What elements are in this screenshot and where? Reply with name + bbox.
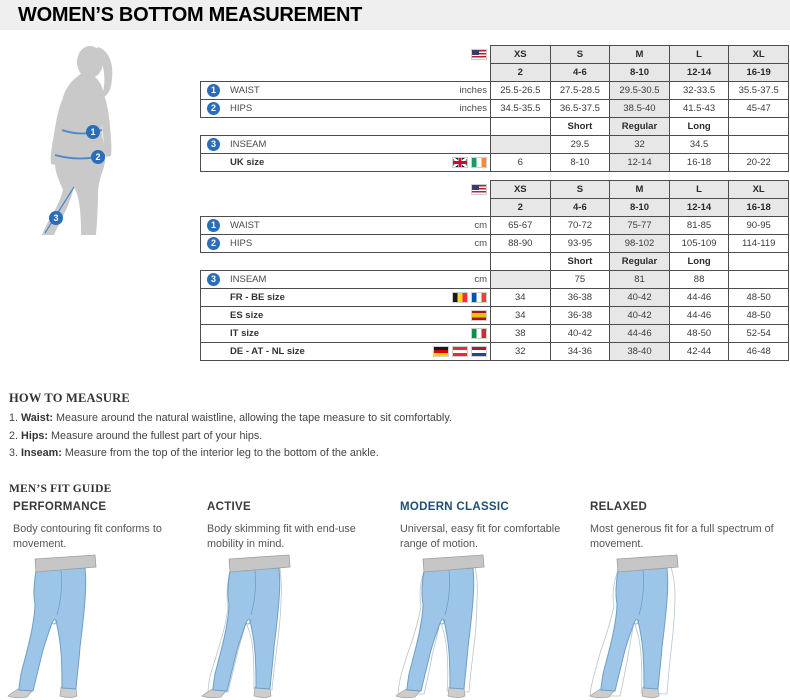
- size-table-row: [201, 289, 789, 307]
- size-cell: 6: [491, 154, 551, 172]
- size-cell: 40-42: [610, 307, 670, 325]
- row-label: ES size: [230, 310, 264, 321]
- row-spacer-cell: [201, 46, 491, 64]
- fit-label: PERFORMANCE: [13, 501, 107, 513]
- size-cell: 32-33.5: [669, 82, 729, 100]
- size-cell: 35.5-37.5: [729, 82, 789, 100]
- row-label-cell: [201, 271, 491, 289]
- unit-label: cm: [474, 238, 487, 249]
- size-cell: 70-72: [550, 217, 610, 235]
- unit-label: inches: [459, 85, 487, 96]
- fr-flag-icon: [471, 292, 487, 303]
- size-cell: [491, 136, 551, 154]
- size-cell: XS: [491, 181, 551, 199]
- size-table-row: [201, 100, 789, 118]
- size-table-row: [201, 46, 789, 64]
- waist-point-number: 1: [90, 127, 96, 137]
- fit-description: Body contouring fit conforms to movement.: [13, 523, 162, 550]
- size-cell: Regular: [610, 253, 670, 271]
- size-cell: 105-109: [669, 235, 729, 253]
- row-label-cell: [201, 343, 491, 361]
- fit-illustration-modern-classic: [393, 552, 508, 699]
- unit-label: cm: [474, 274, 487, 285]
- item-text: Measure around the natural waistline, allowing the tape measure to sit comfortably.: [56, 412, 452, 424]
- size-cell: 4-6: [550, 199, 610, 217]
- row-label-cell: [201, 100, 491, 118]
- size-cell: [729, 271, 789, 289]
- size-table-row: [201, 217, 789, 235]
- size-cell: S: [550, 181, 610, 199]
- row-label: IT size: [230, 328, 260, 339]
- size-cell: 48-50: [729, 289, 789, 307]
- size-cell: 29.5: [550, 136, 610, 154]
- how-to-measure-section: [9, 391, 609, 466]
- size-cell: 34.5-35.5: [491, 100, 551, 118]
- item-number: 3.: [9, 447, 19, 459]
- size-cell: [491, 253, 551, 271]
- size-table-row: [201, 154, 789, 172]
- size-cell: [729, 253, 789, 271]
- size-cell: 98-102: [610, 235, 670, 253]
- size-cell: 90-95: [729, 217, 789, 235]
- us-flag-icon: [471, 184, 487, 195]
- es-flag-icon: [471, 310, 487, 321]
- measure-point-badge: 1: [207, 219, 220, 232]
- size-table-row: [201, 343, 789, 361]
- size-cell: XL: [729, 181, 789, 199]
- row-label: HIPS: [230, 238, 253, 249]
- size-cell: 38-40: [610, 343, 670, 361]
- fit-column-active: [207, 501, 391, 551]
- row-spacer-cell: [201, 118, 491, 136]
- it-flag-icon: [471, 328, 487, 339]
- size-cell: 34.5: [669, 136, 729, 154]
- size-cell: 29.5-30.5: [610, 82, 670, 100]
- size-cell: 45-47: [729, 100, 789, 118]
- size-cell: 34: [491, 307, 551, 325]
- row-label-cell: [201, 82, 491, 100]
- size-cell: 88-90: [491, 235, 551, 253]
- measure-point-badge: 3: [207, 138, 220, 151]
- row-label-cell: [201, 217, 491, 235]
- size-cell: 38.5-40: [610, 100, 670, 118]
- row-label: WAIST: [230, 85, 260, 96]
- row-label-cell: [201, 154, 491, 172]
- size-cell: Regular: [610, 118, 670, 136]
- size-tables: [200, 45, 788, 361]
- row-label: UK size: [230, 157, 265, 168]
- measure-point-badge: 3: [207, 273, 220, 286]
- page-title: WOMEN’S BOTTOM MEASUREMENT: [18, 4, 363, 26]
- fit-description: Most generous fit for a full spectrum of movement.: [590, 523, 774, 550]
- fit-label: ACTIVE: [207, 501, 251, 513]
- size-cell: 114-119: [729, 235, 789, 253]
- item-term: Inseam:: [21, 447, 62, 459]
- size-cell: [729, 136, 789, 154]
- row-label: WAIST: [230, 220, 260, 231]
- size-cell: 25.5-26.5: [491, 82, 551, 100]
- size-cell: L: [669, 181, 729, 199]
- fit-illustration-active: [199, 552, 314, 699]
- size-cell: 44-46: [669, 289, 729, 307]
- item-number: 1.: [9, 412, 19, 424]
- measure-point-badge: 2: [207, 237, 220, 250]
- row-label: HIPS: [230, 103, 253, 114]
- size-table-row: [201, 181, 789, 199]
- unit-label: inches: [459, 103, 487, 114]
- us-flag-icon: [471, 49, 487, 60]
- size-cell: Short: [550, 118, 610, 136]
- size-cell: 81: [610, 271, 670, 289]
- size-cell: M: [610, 46, 670, 64]
- at-flag-icon: [452, 346, 468, 357]
- how-to-measure-item: [9, 413, 609, 424]
- size-cell: 75-77: [610, 217, 670, 235]
- inseam-point-number: 3: [53, 213, 59, 223]
- size-cell: 81-85: [669, 217, 729, 235]
- row-spacer-cell: [201, 199, 491, 217]
- fit-column-performance: [13, 501, 197, 551]
- item-term: Waist:: [21, 412, 54, 424]
- fit-illustration-performance: [5, 552, 120, 699]
- item-number: 2.: [9, 429, 19, 442]
- size-table-row: [201, 199, 789, 217]
- size-cell: 32: [491, 343, 551, 361]
- size-cell: 16-19: [729, 64, 789, 82]
- row-label: INSEAM: [230, 274, 267, 285]
- size-cell: 48-50: [669, 325, 729, 343]
- row-label-cell: [201, 307, 491, 325]
- size-cell: 36-38: [550, 289, 610, 307]
- size-cell: 36-38: [550, 307, 610, 325]
- row-label: DE - AT - NL size: [230, 346, 305, 357]
- size-cell: 52-54: [729, 325, 789, 343]
- hips-point-number: 2: [95, 152, 101, 162]
- fit-label: RELAXED: [590, 501, 648, 513]
- size-table-row: [201, 136, 789, 154]
- size-cell: 48-50: [729, 307, 789, 325]
- size-table-cm: [200, 180, 789, 361]
- size-table-row: [201, 307, 789, 325]
- size-cell: 88: [669, 271, 729, 289]
- size-cell: 32: [610, 136, 670, 154]
- row-spacer-cell: [201, 64, 491, 82]
- row-label: INSEAM: [230, 139, 267, 150]
- size-cell: Long: [669, 253, 729, 271]
- size-cell: Long: [669, 118, 729, 136]
- size-cell: 44-46: [610, 325, 670, 343]
- row-spacer-cell: [201, 181, 491, 199]
- size-cell: 8-10: [550, 154, 610, 172]
- size-cell: Short: [550, 253, 610, 271]
- size-cell: [729, 118, 789, 136]
- fit-label: MODERN CLASSIC: [400, 501, 509, 513]
- size-cell: 44-46: [669, 307, 729, 325]
- row-label-cell: [201, 325, 491, 343]
- size-table-row: [201, 82, 789, 100]
- size-table-inches: [200, 45, 789, 172]
- row-spacer-cell: [201, 253, 491, 271]
- size-cell: 75: [550, 271, 610, 289]
- woman-silhouette: [42, 46, 112, 235]
- de-flag-icon: [433, 346, 449, 357]
- fit-description: Body skimming fit with end-use mobility in mind.: [207, 523, 356, 550]
- size-cell: 46-48: [729, 343, 789, 361]
- row-label: FR - BE size: [230, 292, 285, 303]
- how-to-measure-item: [9, 448, 609, 459]
- size-cell: 16-18: [729, 199, 789, 217]
- row-label-cell: [201, 136, 491, 154]
- measure-point-badge: 1: [207, 84, 220, 97]
- measurement-figure: [18, 40, 183, 235]
- size-table-row: [201, 325, 789, 343]
- size-cell: M: [610, 181, 670, 199]
- size-cell: 93-95: [550, 235, 610, 253]
- how-to-measure-item: [9, 431, 609, 442]
- size-cell: 42-44: [669, 343, 729, 361]
- size-table-row: [201, 235, 789, 253]
- size-cell: 16-18: [669, 154, 729, 172]
- size-table-row: [201, 253, 789, 271]
- be-flag-icon: [452, 292, 468, 303]
- fit-description: Universal, easy fit for comfortable range of motion.: [400, 523, 561, 550]
- size-cell: 2: [491, 199, 551, 217]
- size-cell: 12-14: [669, 64, 729, 82]
- size-cell: 2: [491, 64, 551, 82]
- size-cell: 12-14: [669, 199, 729, 217]
- ie-flag-icon: [471, 157, 487, 168]
- row-label-cell: [201, 235, 491, 253]
- fit-column-modern-classic: [400, 501, 584, 551]
- size-table-row: [201, 64, 789, 82]
- item-term: Hips:: [21, 429, 49, 442]
- size-cell: [491, 271, 551, 289]
- size-cell: 34-36: [550, 343, 610, 361]
- size-cell: 65-67: [491, 217, 551, 235]
- fit-column-relaxed: [590, 501, 774, 551]
- size-cell: 8-10: [610, 64, 670, 82]
- title-bar: [0, 0, 790, 30]
- size-cell: 41.5-43: [669, 100, 729, 118]
- nl-flag-icon: [471, 346, 487, 357]
- unit-label: cm: [474, 220, 487, 231]
- measure-point-badge: 2: [207, 102, 220, 115]
- gb-flag-icon: [452, 157, 468, 168]
- fit-illustration-relaxed: [587, 552, 702, 699]
- how-to-measure-heading: HOW TO MEASURE: [9, 391, 130, 405]
- size-cell: L: [669, 46, 729, 64]
- size-cell: 20-22: [729, 154, 789, 172]
- size-cell: S: [550, 46, 610, 64]
- size-cell: XL: [729, 46, 789, 64]
- size-cell: 27.5-28.5: [550, 82, 610, 100]
- size-cell: 8-10: [610, 199, 670, 217]
- size-cell: 34: [491, 289, 551, 307]
- fit-guide-heading: MEN’S FIT GUIDE: [9, 483, 112, 495]
- size-cell: 4-6: [550, 64, 610, 82]
- size-cell: 12-14: [610, 154, 670, 172]
- size-cell: 38: [491, 325, 551, 343]
- size-cell: 40-42: [550, 325, 610, 343]
- size-cell: XS: [491, 46, 551, 64]
- size-cell: 36.5-37.5: [550, 100, 610, 118]
- size-table-row: [201, 118, 789, 136]
- size-table-row: [201, 271, 789, 289]
- row-label-cell: [201, 289, 491, 307]
- size-cell: [491, 118, 551, 136]
- size-cell: 40-42: [610, 289, 670, 307]
- item-text: Measure around the fullest part of your hips.: [51, 429, 263, 442]
- item-text: Measure from the top of the interior leg to the bottom of the ankle.: [64, 447, 379, 459]
